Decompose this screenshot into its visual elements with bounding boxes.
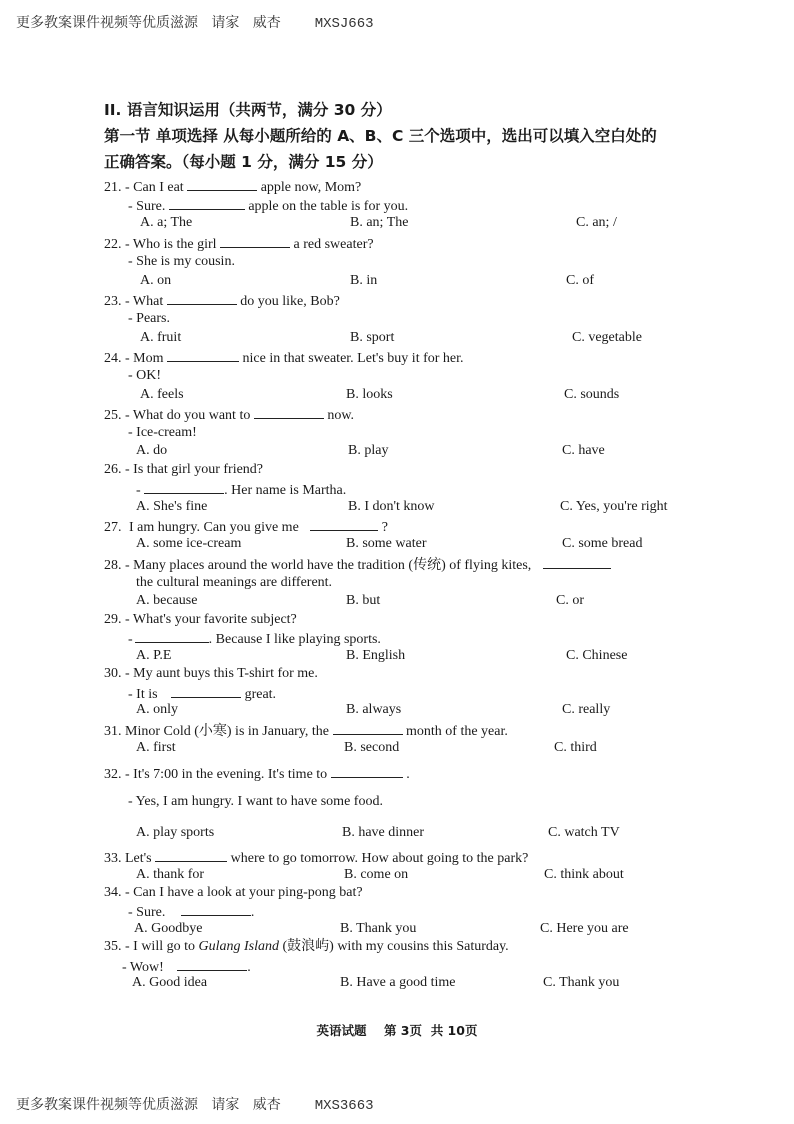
banner-code: MXSJ663 (314, 16, 374, 32)
option-a[interactable]: A. Goodbye (134, 921, 203, 936)
option-b[interactable]: B. English (346, 648, 406, 663)
question-24-line-2: - OK! (128, 368, 162, 383)
answer-blank[interactable] (144, 481, 224, 494)
option-c[interactable]: C. Thank you (543, 975, 620, 990)
question-number: 28. (104, 558, 122, 573)
question-35-line-1 (104, 939, 509, 955)
question-text: - Sure. (128, 905, 166, 920)
option-b[interactable]: B. play (348, 443, 389, 458)
answer-blank[interactable] (187, 178, 257, 191)
question-text: where to go tomorrow. How about going to the park? (230, 851, 529, 866)
option-b[interactable]: B. always (346, 702, 402, 717)
question-number: 25. (104, 408, 122, 423)
question-number: 22. (104, 237, 122, 252)
answer-blank[interactable] (135, 630, 209, 643)
question-26-line-2 (136, 481, 346, 499)
question-35-line-2 (122, 958, 251, 976)
question-text: - What's your favorite subject? (125, 612, 297, 627)
option-a[interactable]: A. first (136, 740, 176, 755)
section-heading: II. 语言知识运用（共两节，满分 30 分） (104, 101, 392, 119)
question-21-line-2 (128, 197, 408, 215)
option-b[interactable]: B. some water (346, 536, 427, 551)
question-text: I am hungry. Can you give me (129, 520, 299, 535)
question-22-line-1 (104, 235, 374, 253)
option-b[interactable]: B. Thank you (340, 921, 417, 936)
question-text: - What do you want to (125, 408, 251, 423)
option-a[interactable]: A. some ice-cream (136, 536, 242, 551)
question-23-line-2: - Pears. (128, 311, 170, 326)
question-34-line-1 (104, 885, 363, 901)
answer-blank[interactable] (333, 722, 403, 735)
question-text: now. (327, 408, 355, 423)
option-b[interactable]: B. an; The (350, 215, 409, 230)
question-text: - Can I eat (125, 180, 184, 195)
option-c[interactable]: C. some bread (562, 536, 643, 551)
question-text: Minor Cold (小寒) is in January, the (125, 724, 330, 739)
question-28-line-1 (104, 556, 611, 574)
question-25-line-2: - Ice-cream! (128, 425, 197, 440)
question-number: 21. (104, 180, 122, 195)
banner-code: MXS3663 (314, 1098, 374, 1114)
option-b[interactable]: B. but (346, 593, 381, 608)
question-30-line-1 (104, 666, 318, 682)
question-text: - Mom (125, 351, 164, 366)
question-text: great. (244, 687, 277, 702)
question-text: - It is (128, 687, 158, 702)
option-c[interactable]: C. have (562, 443, 605, 458)
option-c[interactable]: C. watch TV (548, 825, 620, 840)
answer-blank[interactable] (310, 518, 378, 531)
option-a[interactable]: A. Good idea (132, 975, 208, 990)
question-text: - Wow! (122, 960, 164, 975)
option-c[interactable]: C. or (556, 593, 584, 608)
option-c[interactable]: C. an; / (576, 215, 617, 230)
answer-blank[interactable] (254, 406, 324, 419)
question-text: apple now, Mom? (260, 180, 362, 195)
question-30-line-2 (128, 685, 276, 703)
question-text: - (136, 483, 141, 498)
question-number: 32. (104, 767, 122, 782)
question-33-line-1 (104, 849, 528, 867)
question-number: 30. (104, 666, 122, 681)
question-23-line-1 (104, 292, 340, 310)
question-text: - What (125, 294, 164, 309)
question-text: - It's 7:00 in the evening. It's time to (125, 767, 328, 782)
option-a[interactable]: A. feels (140, 387, 184, 402)
question-text: - I will go to (125, 939, 195, 954)
question-text: ? (381, 520, 388, 535)
question-27-line-1 (104, 518, 388, 536)
option-c[interactable]: C. Chinese (566, 648, 628, 663)
page-footer: 英语试题 第 3页 共 10页 (316, 1023, 478, 1038)
option-a[interactable]: A. fruit (140, 330, 182, 345)
option-c[interactable]: C. sounds (564, 387, 620, 402)
option-b[interactable]: B. second (344, 740, 400, 755)
option-a[interactable]: A. only (136, 702, 178, 717)
question-32-line-2: - Yes, I am hungry. I want to have some food. (128, 794, 383, 809)
question-text: . (250, 905, 255, 920)
option-a[interactable]: A. thank for (136, 867, 205, 882)
question-text: - My aunt buys this T-shirt for me. (125, 666, 318, 681)
option-b[interactable]: B. come on (344, 867, 409, 882)
question-number: 31. (104, 724, 122, 739)
question-25-line-1 (104, 406, 354, 424)
question-text: - Is that girl your friend? (125, 462, 264, 477)
option-c[interactable]: C. vegetable (572, 330, 642, 345)
question-number: 24. (104, 351, 122, 366)
question-text: a red sweater? (293, 237, 374, 252)
question-number: 35. (104, 939, 122, 954)
answer-blank[interactable] (171, 685, 241, 698)
answer-blank[interactable] (177, 958, 247, 971)
option-a[interactable]: A. a; The (140, 215, 193, 230)
option-a[interactable]: A. play sports (136, 825, 215, 840)
answer-blank[interactable] (169, 197, 245, 210)
question-text: Let's (125, 851, 152, 866)
question-number: 23. (104, 294, 122, 309)
option-c[interactable]: C. really (562, 702, 611, 717)
section-instruction: 第一节 单项选择 从每小题所给的 A、B、C 三个选项中，选出可以填入空白处的 (104, 127, 657, 145)
question-24-line-1 (104, 349, 464, 367)
question-text: . Her name is Martha. (224, 483, 347, 498)
question-number: 34. (104, 885, 122, 900)
question-28-line-2: the cultural meanings are different. (136, 575, 333, 590)
answer-blank[interactable] (220, 235, 290, 248)
option-b[interactable]: B. I don't know (348, 499, 435, 514)
question-text: month of the year. (406, 724, 508, 739)
option-c[interactable]: C. of (566, 273, 594, 288)
question-21-line-1 (104, 178, 361, 196)
answer-blank[interactable] (155, 849, 227, 862)
question-number: 26. (104, 462, 122, 477)
question-number: 33. (104, 851, 122, 866)
question-29-line-2 (128, 630, 381, 648)
option-b[interactable]: B. in (350, 273, 378, 288)
question-text: Gulang Island (198, 939, 279, 954)
question-text: . (247, 960, 251, 975)
question-31-line-1 (104, 722, 508, 740)
question-32-line-1 (104, 765, 410, 783)
question-number: 29. (104, 612, 122, 627)
question-number: 27. (104, 520, 122, 535)
answer-blank[interactable] (331, 765, 403, 778)
option-b[interactable]: B. Have a good time (340, 975, 456, 990)
option-a[interactable]: A. because (136, 593, 198, 608)
question-29-line-1 (104, 612, 297, 628)
question-text: - Who is the girl (125, 237, 217, 252)
answer-blank[interactable] (167, 292, 237, 305)
question-26-line-1 (104, 462, 263, 478)
question-text: . (406, 767, 410, 782)
answer-blank[interactable] (181, 903, 251, 916)
question-text: apple on the table is for you. (248, 199, 409, 214)
option-b[interactable]: B. have dinner (342, 825, 425, 840)
option-a[interactable]: A. She's fine (136, 499, 208, 514)
question-text: . Because I like playing sports. (208, 632, 381, 647)
question-text: (鼓浪屿) with my cousins this Saturday. (282, 939, 509, 954)
question-text: nice in that sweater. Let's buy it for her. (242, 351, 464, 366)
section-instruction: 正确答案。（每小题 1 分，满分 15 分） (104, 153, 383, 171)
bottom-banner (16, 1094, 374, 1114)
option-a[interactable]: A. P.E (136, 648, 172, 663)
answer-blank[interactable] (167, 349, 239, 362)
option-c[interactable]: C. Yes, you're right (560, 499, 668, 514)
question-text: - Sure. (128, 199, 166, 214)
question-text: - Can I have a look at your ping-pong bat? (125, 885, 363, 900)
option-b[interactable]: B. looks (346, 387, 393, 402)
option-c[interactable]: C. Here you are (540, 921, 629, 936)
option-a[interactable]: A. do (136, 443, 168, 458)
answer-blank[interactable] (543, 556, 611, 569)
top-banner (16, 12, 374, 32)
question-22-line-2: - She is my cousin. (128, 254, 235, 269)
banner-text: 更多教案课件视频等优质滋源 请家 威杏 (16, 15, 281, 31)
option-a[interactable]: A. on (140, 273, 172, 288)
option-b[interactable]: B. sport (350, 330, 395, 345)
banner-text: 更多教案课件视频等优质滋源 请家 威杏 (16, 1097, 281, 1113)
option-c[interactable]: C. third (554, 740, 597, 755)
question-text: - Many places around the world have the tradition (传统) of flying kites, (125, 558, 532, 573)
option-c[interactable]: C. think about (544, 867, 624, 882)
question-text: do you like, Bob? (240, 294, 340, 309)
question-34-line-2 (128, 903, 254, 921)
question-text: - (128, 632, 133, 647)
